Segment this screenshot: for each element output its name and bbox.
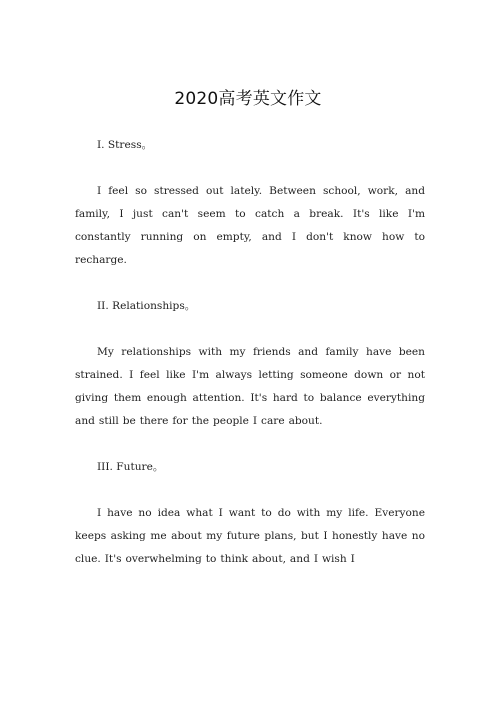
section-heading-stress: I. Stress。 bbox=[97, 139, 153, 151]
document-body bbox=[75, 134, 425, 594]
section-heading-relationships: II. Relationships。 bbox=[97, 300, 196, 312]
section-heading-future: III. Future。 bbox=[97, 461, 164, 473]
section-paragraph-future: I have no idea what I want to do with my life. Everyone keeps asking me about my future plans, but I honestly have no clue. It's overwhelming to think about, and I wish I bbox=[75, 507, 425, 565]
section-paragraph-relationships: My relationships with my friends and family have been strained. I feel like I'm always letting someone down or not giving them enough attention. It's hard to balance everything and still be there for the people I care about. bbox=[75, 346, 425, 427]
document-title: 2020高考英文作文 bbox=[174, 89, 322, 109]
section-paragraph-stress: I feel so stressed out lately. Between school, work, and family, I just can't seem to catch a break. It's like I'm constantly running on empty, and I don't know how to recharge. bbox=[75, 185, 425, 266]
